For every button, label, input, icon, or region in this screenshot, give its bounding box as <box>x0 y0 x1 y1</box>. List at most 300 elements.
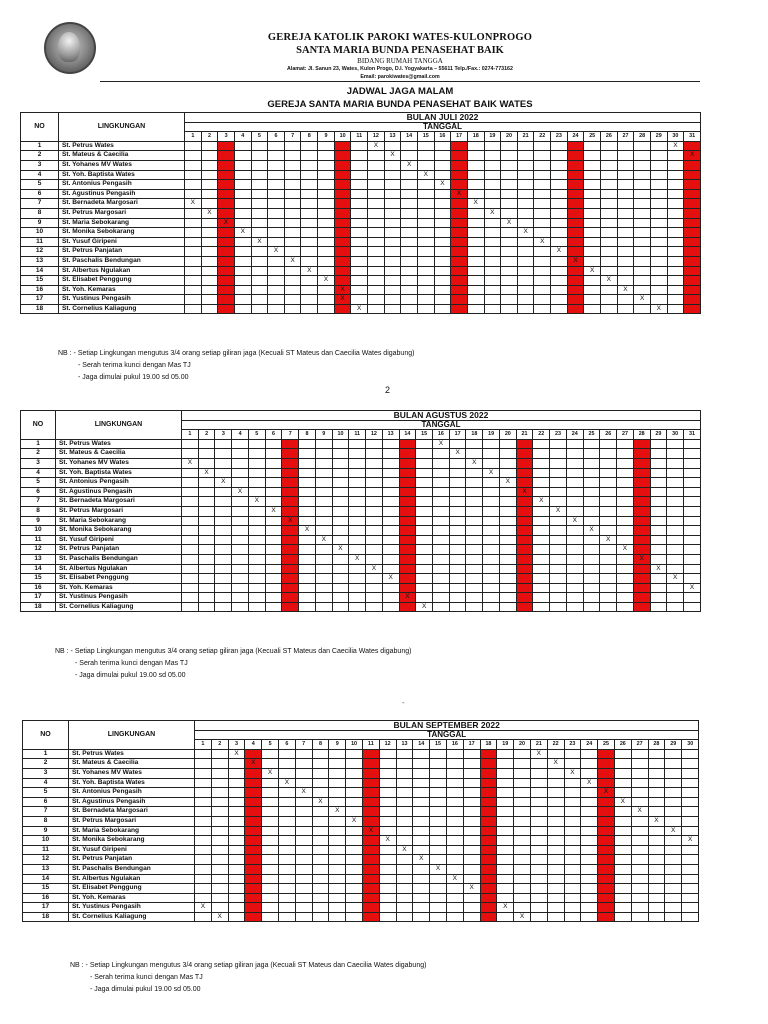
day-cell <box>312 864 329 874</box>
sunday-cell <box>516 516 533 526</box>
day-cell <box>430 768 447 778</box>
day-cell <box>349 478 366 488</box>
sunday-cell <box>480 884 497 894</box>
department: BIDANG RUMAH TANGGA <box>357 57 443 65</box>
sunday-cell <box>451 237 468 247</box>
day-cell <box>201 304 218 314</box>
day-cell <box>382 468 399 478</box>
sunday-cell <box>684 266 701 276</box>
day-cell <box>600 506 617 516</box>
sunday-cell <box>598 778 615 788</box>
day-cell <box>315 545 332 555</box>
sunday-cell <box>567 180 584 190</box>
day-number: 8 <box>299 430 316 440</box>
day-number: 1 <box>182 430 199 440</box>
day-cell <box>346 778 363 788</box>
day-cell <box>262 768 279 778</box>
day-number: 22 <box>534 132 551 142</box>
day-cell <box>499 497 516 507</box>
day-cell <box>312 826 329 836</box>
sunday-cell <box>334 266 351 276</box>
day-number: 14 <box>399 430 416 440</box>
day-cell <box>499 564 516 574</box>
sunday-cell <box>245 759 262 769</box>
day-cell <box>667 237 684 247</box>
sunday-cell <box>245 845 262 855</box>
day-cell <box>416 564 433 574</box>
day-cell <box>201 218 218 228</box>
day-cell <box>413 903 430 913</box>
day-cell <box>650 583 667 593</box>
day-cell <box>416 497 433 507</box>
day-cell <box>228 759 245 769</box>
day-cell <box>600 545 617 555</box>
day-cell <box>284 237 301 247</box>
sunday-cell <box>282 593 299 603</box>
duty-mark: X <box>240 228 245 236</box>
day-cell <box>665 788 682 798</box>
day-cell <box>614 797 631 807</box>
day-cell <box>232 478 249 488</box>
day-cell <box>349 497 366 507</box>
day-cell <box>185 160 202 170</box>
row-number: 5 <box>21 180 59 190</box>
day-cell <box>446 778 463 788</box>
day-cell <box>228 816 245 826</box>
day-cell <box>329 778 346 788</box>
sunday-cell <box>633 602 650 612</box>
day-cell <box>551 295 568 305</box>
day-cell <box>601 237 618 247</box>
sunday-cell <box>399 449 416 459</box>
sunday-cell <box>334 141 351 151</box>
day-cell <box>584 218 601 228</box>
day-cell <box>401 218 418 228</box>
day-cell <box>600 439 617 449</box>
duty-mark: X <box>572 516 577 524</box>
stray-mark: - <box>402 698 405 707</box>
duty-mark: X <box>351 816 357 824</box>
day-cell <box>648 826 665 836</box>
day-cell <box>384 295 401 305</box>
sunday-cell <box>362 797 379 807</box>
sunday-cell <box>480 874 497 884</box>
day-cell <box>534 237 551 247</box>
sunday-cell <box>245 855 262 865</box>
sunday-cell <box>567 276 584 286</box>
day-cell <box>449 602 466 612</box>
day-cell <box>497 874 514 884</box>
day-cell <box>467 189 484 199</box>
day-cell <box>665 759 682 769</box>
day-cell <box>299 574 316 584</box>
day-cell <box>312 874 329 884</box>
tanggal-label: TANGGAL <box>195 730 699 740</box>
sunday-cell <box>218 228 235 238</box>
day-cell <box>547 759 564 769</box>
day-number: 15 <box>430 740 447 750</box>
day-cell <box>497 893 514 903</box>
sunday-cell <box>480 788 497 798</box>
sunday-cell <box>218 247 235 257</box>
day-cell <box>600 564 617 574</box>
day-cell <box>368 256 385 266</box>
day-cell <box>551 285 568 295</box>
day-cell <box>195 768 212 778</box>
day-cell <box>631 816 648 826</box>
day-cell <box>583 545 600 555</box>
sunday-cell <box>362 778 379 788</box>
table-row <box>21 256 701 266</box>
day-cell <box>430 826 447 836</box>
day-cell <box>433 458 450 468</box>
day-cell <box>329 749 346 759</box>
day-cell <box>583 554 600 564</box>
day-cell <box>232 593 249 603</box>
day-cell <box>228 874 245 884</box>
day-cell <box>413 836 430 846</box>
sunday-cell <box>451 208 468 218</box>
day-cell <box>517 218 534 228</box>
day-cell <box>417 228 434 238</box>
day-cell <box>329 768 346 778</box>
day-cell <box>312 845 329 855</box>
day-cell <box>265 468 282 478</box>
day-cell <box>499 526 516 536</box>
day-cell <box>232 574 249 584</box>
sunday-cell <box>399 516 416 526</box>
day-cell <box>401 256 418 266</box>
sunday-cell <box>334 256 351 266</box>
sunday-cell <box>282 439 299 449</box>
day-number: 7 <box>282 430 299 440</box>
day-cell <box>299 583 316 593</box>
day-cell <box>617 439 634 449</box>
day-cell <box>417 160 434 170</box>
day-cell <box>299 506 316 516</box>
sunday-cell <box>451 285 468 295</box>
day-cell <box>617 487 634 497</box>
day-cell <box>315 526 332 536</box>
day-cell <box>295 893 312 903</box>
day-cell <box>234 180 251 190</box>
sunday-cell <box>362 903 379 913</box>
duty-mark: X <box>673 141 678 149</box>
day-number: 10 <box>346 740 363 750</box>
day-cell <box>601 304 618 314</box>
day-cell <box>211 903 228 913</box>
sunday-cell <box>684 285 701 295</box>
day-cell <box>351 160 368 170</box>
day-cell <box>430 759 447 769</box>
sunday-cell <box>399 526 416 536</box>
day-number: 1 <box>195 740 212 750</box>
day-cell <box>530 912 547 922</box>
day-number: 24 <box>567 132 584 142</box>
day-cell <box>379 826 396 836</box>
day-number: 9 <box>318 132 335 142</box>
day-cell <box>198 458 215 468</box>
day-cell <box>617 276 634 286</box>
day-cell <box>211 759 228 769</box>
duty-mark: X <box>419 855 424 863</box>
day-cell <box>466 583 483 593</box>
day-cell <box>182 535 199 545</box>
day-cell <box>648 797 665 807</box>
day-cell <box>600 554 617 564</box>
day-cell <box>581 759 598 769</box>
day-cell <box>396 855 413 865</box>
duty-mark: X <box>323 276 329 284</box>
sunday-cell <box>451 304 468 314</box>
day-cell <box>617 506 634 516</box>
day-cell <box>201 208 218 218</box>
day-cell <box>332 545 349 555</box>
row-number: 7 <box>21 497 56 507</box>
day-cell <box>551 170 568 180</box>
day-number: 11 <box>349 430 366 440</box>
day-cell <box>332 449 349 459</box>
day-cell <box>301 189 318 199</box>
day-cell <box>499 487 516 497</box>
day-cell <box>634 228 651 238</box>
day-cell <box>248 468 265 478</box>
sunday-cell <box>567 247 584 257</box>
day-cell <box>449 554 466 564</box>
column-header-no: NO <box>21 411 56 440</box>
day-cell <box>667 189 684 199</box>
day-number: 23 <box>564 740 581 750</box>
day-cell <box>614 903 631 913</box>
day-cell <box>433 574 450 584</box>
day-cell <box>433 545 450 555</box>
day-cell <box>278 874 295 884</box>
day-cell <box>215 564 232 574</box>
day-cell <box>396 807 413 817</box>
sunday-cell <box>334 247 351 257</box>
day-cell <box>318 295 335 305</box>
day-number: 16 <box>434 132 451 142</box>
duty-mark: X <box>338 545 343 553</box>
day-cell <box>366 583 383 593</box>
sunday-cell <box>633 535 650 545</box>
day-cell <box>463 826 480 836</box>
day-cell <box>614 749 631 759</box>
day-cell <box>315 535 332 545</box>
day-cell <box>583 593 600 603</box>
note-rule: NB : - Setiap Lingkungan mengutus 3/4 orang setiap giliran jaga (Kecuali ST Mateus dan Caecilia Wates digabung) <box>58 350 415 357</box>
day-cell <box>379 893 396 903</box>
day-cell <box>581 903 598 913</box>
day-cell <box>566 497 583 507</box>
day-cell <box>299 449 316 459</box>
day-cell <box>284 189 301 199</box>
day-cell <box>215 526 232 536</box>
day-cell <box>301 237 318 247</box>
day-cell <box>484 247 501 257</box>
sunday-cell <box>218 180 235 190</box>
duty-mark: X <box>590 266 595 274</box>
day-cell <box>682 903 699 913</box>
day-cell <box>312 884 329 894</box>
day-cell <box>284 180 301 190</box>
day-cell <box>547 768 564 778</box>
day-cell <box>547 903 564 913</box>
day-cell <box>379 884 396 894</box>
duty-mark: X <box>539 497 544 505</box>
sunday-cell <box>633 449 650 459</box>
day-cell <box>534 180 551 190</box>
day-cell <box>413 778 430 788</box>
day-cell <box>617 180 634 190</box>
day-cell <box>463 864 480 874</box>
day-cell <box>564 855 581 865</box>
lingkungan-name: St. Albertus Ngulakan <box>69 874 195 884</box>
day-cell <box>466 554 483 564</box>
day-cell <box>211 864 228 874</box>
sunday-cell <box>451 170 468 180</box>
day-cell <box>315 602 332 612</box>
day-cell <box>514 826 531 836</box>
day-cell <box>530 826 547 836</box>
day-number: 23 <box>550 430 567 440</box>
day-cell <box>284 247 301 257</box>
lingkungan-name: St. Elisabet Penggung <box>59 276 185 286</box>
duty-mark: X <box>217 912 222 920</box>
day-cell <box>514 836 531 846</box>
day-cell <box>228 864 245 874</box>
day-cell <box>332 554 349 564</box>
sunday-cell <box>451 218 468 228</box>
day-cell <box>251 160 268 170</box>
day-cell <box>550 526 567 536</box>
day-cell <box>251 141 268 151</box>
day-cell <box>631 807 648 817</box>
day-cell <box>329 826 346 836</box>
sunday-cell <box>684 218 701 228</box>
day-cell <box>463 874 480 884</box>
sunday-cell <box>282 526 299 536</box>
day-cell <box>684 516 701 526</box>
day-number: 21 <box>517 132 534 142</box>
sunday-cell <box>282 458 299 468</box>
day-cell <box>650 218 667 228</box>
day-cell <box>583 526 600 536</box>
day-cell <box>211 893 228 903</box>
day-cell <box>416 602 433 612</box>
day-cell <box>384 237 401 247</box>
day-cell <box>667 295 684 305</box>
day-cell <box>384 266 401 276</box>
day-cell <box>650 295 667 305</box>
day-cell <box>416 487 433 497</box>
duty-mark: X <box>357 304 362 312</box>
day-cell <box>514 874 531 884</box>
lingkungan-name: St. Monika Sebokarang <box>59 228 185 238</box>
day-cell <box>201 266 218 276</box>
day-cell <box>600 574 617 584</box>
day-cell <box>665 893 682 903</box>
row-number: 12 <box>21 545 56 555</box>
day-cell <box>551 199 568 209</box>
day-cell <box>497 807 514 817</box>
day-cell <box>550 458 567 468</box>
lingkungan-name: St. Petrus Margosari <box>69 816 195 826</box>
day-cell <box>315 554 332 564</box>
sunday-cell <box>282 478 299 488</box>
day-cell <box>351 295 368 305</box>
day-cell <box>228 903 245 913</box>
day-cell <box>667 266 684 276</box>
day-cell <box>684 487 701 497</box>
day-cell <box>234 170 251 180</box>
day-cell <box>614 768 631 778</box>
day-cell <box>547 893 564 903</box>
day-cell <box>667 487 684 497</box>
day-cell <box>182 439 199 449</box>
lingkungan-name: St. Agustinus Pengasih <box>56 487 182 497</box>
day-cell <box>215 449 232 459</box>
day-cell <box>379 759 396 769</box>
duty-mark: X <box>688 836 693 844</box>
day-cell <box>430 749 447 759</box>
day-cell <box>417 151 434 161</box>
duty-mark: X <box>472 458 477 466</box>
duty-mark: X <box>589 526 594 534</box>
column-header-lingkungan: LINGKUNGAN <box>56 411 182 440</box>
day-cell <box>366 439 383 449</box>
day-cell <box>417 247 434 257</box>
day-cell <box>617 593 634 603</box>
day-cell <box>185 151 202 161</box>
sunday-cell <box>245 836 262 846</box>
day-cell <box>433 564 450 574</box>
day-cell <box>416 535 433 545</box>
day-cell <box>463 816 480 826</box>
day-cell <box>514 778 531 788</box>
day-cell <box>682 788 699 798</box>
day-cell <box>430 874 447 884</box>
day-cell <box>600 478 617 488</box>
day-number: 27 <box>617 430 634 440</box>
day-number: 5 <box>248 430 265 440</box>
day-cell <box>684 526 701 536</box>
day-cell <box>501 199 518 209</box>
day-cell <box>433 516 450 526</box>
day-cell <box>583 574 600 584</box>
day-cell <box>665 903 682 913</box>
table-row <box>21 458 701 468</box>
day-cell <box>295 778 312 788</box>
day-cell <box>382 497 399 507</box>
day-cell <box>351 180 368 190</box>
day-cell <box>413 788 430 798</box>
day-cell <box>584 199 601 209</box>
day-cell <box>484 141 501 151</box>
day-cell <box>195 778 212 788</box>
day-cell <box>382 574 399 584</box>
day-cell <box>417 208 434 218</box>
day-cell <box>182 602 199 612</box>
day-cell <box>517 151 534 161</box>
day-cell <box>634 189 651 199</box>
day-cell <box>416 478 433 488</box>
day-cell <box>501 266 518 276</box>
day-cell <box>617 564 634 574</box>
day-cell <box>467 151 484 161</box>
day-cell <box>466 487 483 497</box>
day-number: 9 <box>315 430 332 440</box>
